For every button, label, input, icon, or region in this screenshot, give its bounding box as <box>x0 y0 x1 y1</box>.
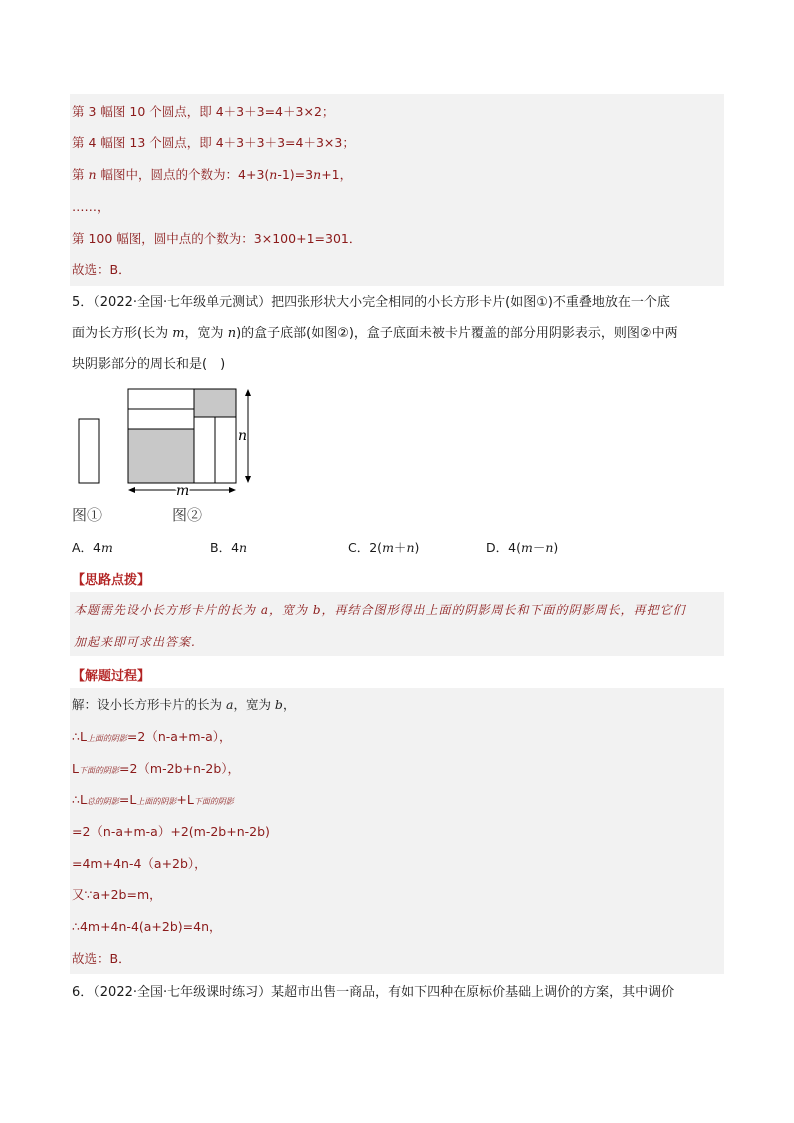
solution-line-6: =4m+4n-4（a+2b）， <box>72 856 207 871</box>
figure-caption-1: 图① <box>72 506 103 524</box>
answer-line-4: ……， <box>72 199 110 214</box>
figure-2-card-h1 <box>128 389 194 409</box>
question-6-line-1: 6．（2022·全国·七年级课时练习）某超市出售一商品，有如下四种在原标价基础上调价的方案，其中调价 <box>72 985 675 1000</box>
question-5-line-2: 面为长方形(长为 m，宽为 n)的盒子底部(如图②)，盒子底面未被卡片覆盖的部分用阴影表示，则图②中两 <box>72 326 678 341</box>
solution-line-9: 故选：B． <box>72 951 131 966</box>
figure-caption-2: 图② <box>172 506 203 524</box>
solution-line-4: ∴L总的阴影=L上面的阴影+L下面的阴影 <box>72 792 234 807</box>
figure-2-card-h2 <box>128 409 194 429</box>
figure-2-card-v2 <box>215 417 236 483</box>
figure-label-m: m <box>176 483 190 499</box>
question-5-figure <box>70 384 330 534</box>
figure-2-shade-upper <box>194 389 236 417</box>
hint-line-1: 本题需先设小长方形卡片的长为 a，宽为 b，再结合图形得出上面的阴影周长和下面的阴影周长，再把它们 <box>74 603 686 617</box>
figure-label-n: n <box>238 428 248 444</box>
option-a: A．4m <box>72 540 113 555</box>
solution-line-3: L下面的阴影=2（m-2b+n-2b）， <box>72 761 241 776</box>
question-5-line-3: 块阴影部分的周长和是( ) <box>72 357 226 372</box>
hint-line-2: 加起来即可求出答案. <box>74 635 196 649</box>
solution-line-5: =2（n-a+m-a）+2(m-2b+n-2b) <box>72 824 270 839</box>
hint-heading: 【思路点拨】 <box>72 573 151 588</box>
question-5-line-1: 5．（2022·全国·七年级单元测试）把四张形状大小完全相同的小长方形卡片(如图①)不重叠地放在一个底 <box>72 295 670 310</box>
solution-line-8: ∴4m+4n-4(a+2b)=4n， <box>72 919 222 934</box>
option-b: B．4n <box>210 540 248 555</box>
answer-block-q4 <box>70 94 724 286</box>
figure-2-shade-lower <box>128 429 194 483</box>
solution-line-1: 解：设小长方形卡片的长为 a，宽为 b， <box>72 697 296 712</box>
solution-line-7: 又∵a+2b=m， <box>72 887 162 902</box>
solution-line-2: ∴L上面的阴影=2（n-a+m-a）， <box>72 729 232 744</box>
option-c: C．2(m＋n) <box>348 540 420 555</box>
answer-line-5: 第 100 幅图，圆中点的个数为：3×100+1=301． <box>72 231 362 246</box>
figure-2-card-v1 <box>194 417 215 483</box>
figure-1-card <box>79 419 99 483</box>
answer-line-2: 第 4 幅图 13 个圆点，即 4＋3＋3＋3=4＋3×3； <box>72 135 355 150</box>
answer-line-3: 第 n 幅图中，圆点的个数为：4+3(n-1)=3n+1， <box>72 167 353 182</box>
answer-line-1: 第 3 幅图 10 个圆点，即 4＋3＋3=4＋3×2； <box>72 104 335 119</box>
option-d: D．4(m－n) <box>486 540 559 555</box>
answer-line-6: 故选：B． <box>72 262 131 277</box>
solution-heading: 【解题过程】 <box>72 669 151 684</box>
